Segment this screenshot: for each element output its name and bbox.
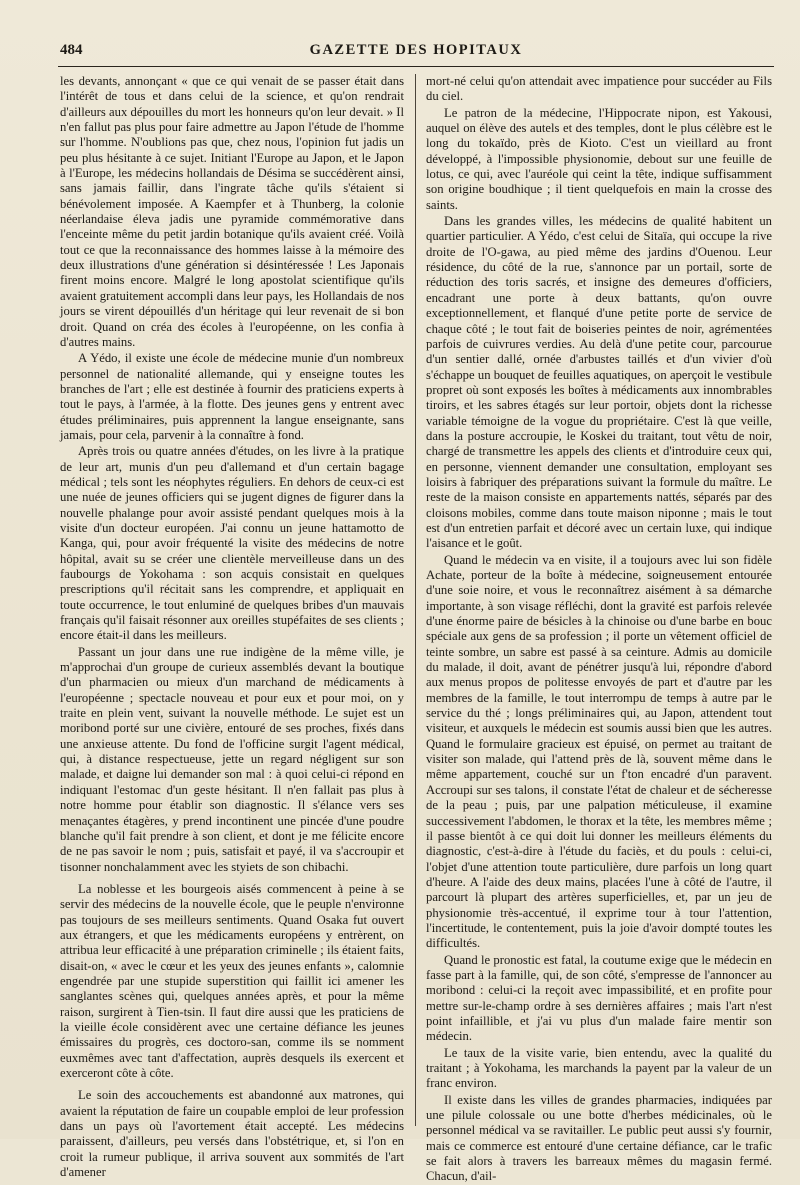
paragraph: Dans les grandes villes, les médecins de qualité habitent un quartier particulier. A Yédo, c'est celui de Sitaïa, qui occupe la rive droite de l'O-gawa, au pied même des jardins d'Ouenou. Leur résidence, du côté de la rue, s'annonce par un portail, sorte de réduction des toris sacrés, et insigne des demeures d'officiers, encadrant une porte à deux battants, qu'on ouvre exceptionnellement, et flanqué d'une petite porte de service de chaque côté ; le tout fait de boiseries peintes de noir, agrémentées parfois de cuivrures verdies. Au delà d'une petite cour, parcourue d'un sentier dallé, ornée d'arbustes taillés et d'un vivier d'où s'échappe un bouquet de feuilles aquatiques, on aperçoit le vestibule propret où sont exposés les boîtes à médicaments aux innombrables tiroirs, et les sabres étagés sur leur portoir, objets dont la richesse variable témoigne de la vogue du propriétaire. C'est là que veille, dans la posture accroupie, le Koskei du traitant, tout vêtu de noir, chargé de transmettre les appels des clients et d'introduire ceux qui, en personne, viennent demander une consultation, employant ses loisirs à fabriquer des préparations suivant la formule du maître. Le reste de la maison consiste en appartements nattés, séparés par des cloisons mobiles, comme dans toute maison niponne ; mais le tout est d'un entretien parfait et décoré avec un certain luxe, qui indique l'aisance et le goût. bbox=[426, 214, 772, 551]
paragraph: Quand le pronostic est fatal, la coutume exige que le médecin en fasse part à la famille, qui, de son côté, s'empresse de l'annoncer au moribond : celui-ci la reçoit avec impassibilité, et en profite pour mettre sur-le-champ ordre à ses dernières affaires ; mais l'art n'est point infaillible, et j'ai vu plus d'un malade faire mentir son médecin. bbox=[426, 952, 772, 1044]
paragraph: Passant un jour dans une rue indigène de la même ville, je m'approchai d'un groupe de curieux assemblés devant la boutique d'un pharmacien ou mieux d'un marchand de médicaments à l'européenne ; spectacle nouveau et pour eux et pour moi, on y traite en plein vent, suivant la nouvelle méthode. Le sujet est un moribond porté sur une civière, entouré de ses proches, fixés dans une anxieuse attente. Du fond de l'officine surgit l'agent médical, qui, à distance respectueuse, jette un regard négligent sur son malade, et daigne lui demander son mal : à quoi celui-ci répond en indiquant l'estomac d'un geste hésitant. Il n'en fallait pas plus à notre homme pour établir son diagnostic. Il s'élance vers ses menaçantes étagères, y prend incontinent une pincée d'une poudre blanche qu'il fait prendre à son client, et dont je me félicite encore de ne pas savoir le nom ; puis, satisfait et payé, il va s'accroupir et tisonner nonchalamment avec les styiets de son chibachi. bbox=[60, 644, 404, 874]
paragraph: les devants, annonçant « que ce qui venait de se passer était dans l'intérêt de tous et dans celui de la science, et qu'on rendrait d'ailleurs aux dépouilles du mort les honneurs qu'on leur devait. » Il n'en fallut pas plus pour faire admettre au Japon l'étude de l'homme sur l'homme. N'oublions pas que, chez nous, l'opinion fut jadis un peu plus hésitante à ce sujet. Initiant l'Europe au Japon, et le Japon à l'Europe, les médecins hollandais de Désima se succédèrent ainsi, sans jamais faillir, dans l'ingrate tâche qu'ils s'étaient si bénévolement imposée. A Kaempfer et à Thunberg, la colonie néerlandaise éleva jadis une pyramide commémorative dans l'enceinte même du petit jardin botanique qu'ils avaient créé. Voilà tout ce que la reconnaissance des hommes laisse à la mémoire des deux illustrations d'une génération si désintéressée ! Les Japonais firent moins encore. Malgré le long apostolat scientifique qu'ils avaient gratuitement accompli dans leur pays, les Hollandais de nos jours se virent dépouillés d'un héritage qui leur revenait de si bon droit. Quand on créa des écoles à l'européenne, on les confia à d'autres mains. bbox=[60, 74, 404, 349]
running-title: GAZETTE DES HOPITAUX bbox=[309, 42, 523, 58]
paragraph: La noblesse et les bourgeois aisés commencent à peine à se servir des médecins de la nouvelle école, que le peuple n'environne pas toujours de ses meilleurs sentiments. Quand Osaka fut ouvert aux étrangers, et que les médicaments européens y entrèrent, on attribua leur efficacité à une préparation criminelle ; ils étaient faits, disait-on, « avec le cœur et les yeux des jeunes enfants », calomnie engendrée par une stupide superstition qui faillit ici amener les sanglantes scènes qui, quelques années après, et pour la même raison, surgirent à Tien-tsin. Il faut dire aussi que les praticiens de la vieille école considèrent avec une certaine défiance les jeunes émissaires du progrès, ces doctoro-san, comme ils se nomment euxmêmes avec tant d'affectation, auprès desquels ils exercent et exerceront côte à côte. bbox=[60, 881, 404, 1080]
right-column bbox=[426, 74, 772, 1184]
header-rule bbox=[58, 66, 774, 67]
paragraph: A Yédo, il existe une école de médecine munie d'un nombreux personnel de nationalité allemande, qui y enseigne toutes les branches de l'art ; elle est destinée à fournir des praticiens experts à tout le pays, à l'armée, à la flotte. Des jeunes gens y entrent avec études préliminaires, puis apprennent la langue enseignante, sans jamais, pour cela, parvenir à la connaître à fond. bbox=[60, 351, 404, 442]
paragraph: mort-né celui qu'on attendait avec impatience pour succéder au Fils du ciel. bbox=[426, 74, 772, 104]
page-number: 484 bbox=[60, 42, 83, 58]
paragraph: Le soin des accouchements est abandonné aux matrones, qui avaient la réputation de faire un coupable emploi de leur profession dans un pays où l'avortement était accepté. Les médecins paraissent, d'ailleurs, peu versés dans l'obstétrique, et, si l'on en croit la rumeur publique, il arriva souvent aux sommités de l'art d'amener bbox=[60, 1088, 404, 1180]
paragraph: Après trois ou quatre années d'études, on les livre à la pratique de leur art, munis d'un peu d'allemand et d'un certain bagage médical ; tels sont les néophytes réguliers. En dehors de ceux-ci est une nuée de jeunes officiers qui se jugent dignes de figurer dans la nouvelle phalange pour avoir assisté pendant quelques mois à la visite d'un docteur européen. J'ai connu un jeune hattamotto de Kanga, qui, pour avoir fréquenté la visite des médecins de notre hôpital, avait su se créer une clientèle merveilleuse dans un des faubourgs de Yokohama : son acquis consistait en quelques prescriptions qu'il récitait sans les comprendre, et appliquait en toute occurrence, le tout enluminé de quelques bribes d'un mauvais français qu'il faisait résonner aux oreilles stupéfaites de ses clients ; encore était-il dans les meilleurs. bbox=[60, 444, 404, 643]
paragraph: Quand le médecin va en visite, il a toujours avec lui son fidèle Achate, porteur de la boîte à médecine, soigneusement entourée d'une soie noire, et vous le reconnaîtrez aisément à sa démarche importante, à son visage réfléchi, dont la gravité est parfois relevée d'une énorme paire de bésicles à la chinoise ou d'une barbe en bouc spéciale aux gens de sa profession ; il porte un vêtement officiel de teinte sombre, un sabre est passé à sa ceinture. Admis au domicile du malade, il doit, avant de pénétrer jusqu'à lui, répondre d'abord aux menus propos de politesse envoyés de part et d'autre par les membres de la famille, le tout interrompu de temps à autre par le service du thé ; longs préliminaires qui, au Japon, attendent tout visiteur, et auxquels le médecin est soumis aussi bien que les autres. Quand le formulaire gracieux est épuisé, on permet au traitant de visiter son malade, qui l'attend près de là, souvent même dans le même appartement, couché sur un f'ton encadré d'un paravent. Accroupi sur ses talons, il constate l'état de chaleur et de sécheresse de la peau ; puis, par une palpation méticuleuse, il examine successivement l'abdomen, le thorax et la tête, les membres même ; il passe bientôt à ce qui doit lui donner les meilleurs éléments du diagnostic, c'est-à-dire à l'étude du faciès, et du pouls : celui-ci, l'objet d'une attention toute particulière, dure parfois un long quart d'heure. A l'aide des deux mains, placées l'une à côté de l'autre, il parcourt là plupart des artères superficielles, et, par un jeu de physionomie très-accentué, il exprime tour à tour l'attention, l'incertitude, le contentement, puis la joie d'avoir dompté toutes les difficultés. bbox=[426, 552, 772, 951]
paragraph: Le patron de la médecine, l'Hippocrate nipon, est Yakousi, auquel on élève des autels et des temples, dont le plus célèbre est le long du tokaïdo, près de Kioto. C'est un vieillard au front développé, à l'impossible physionomie, debout sur une feuille de lotus, ce qui, avec l'auréole qui ceint la tête, indique suffisamment son origine boudhique ; il tient quelquefois en main la crosse des saints. bbox=[426, 105, 772, 212]
column-separator bbox=[415, 74, 416, 1126]
left-column bbox=[60, 74, 404, 1180]
paragraph: Le taux de la visite varie, bien entendu, avec la qualité du traitant ; à Yokohama, les marchands la payent par la valeur de un franc environ. bbox=[426, 1045, 772, 1091]
paragraph: Il existe dans les villes de grandes pharmacies, indiquées par une pilule colossale ou une botte d'herbes médicinales, où le personnel médical va se ravitailler. Le public peut aussi s'y fournir, mais ce commerce est entouré d'une certaine défiance, car le trafic se fait alors à travers les barreaux mêmes du magasin fermé. Chacun, d'ail- bbox=[426, 1092, 772, 1184]
page-header bbox=[60, 42, 772, 64]
